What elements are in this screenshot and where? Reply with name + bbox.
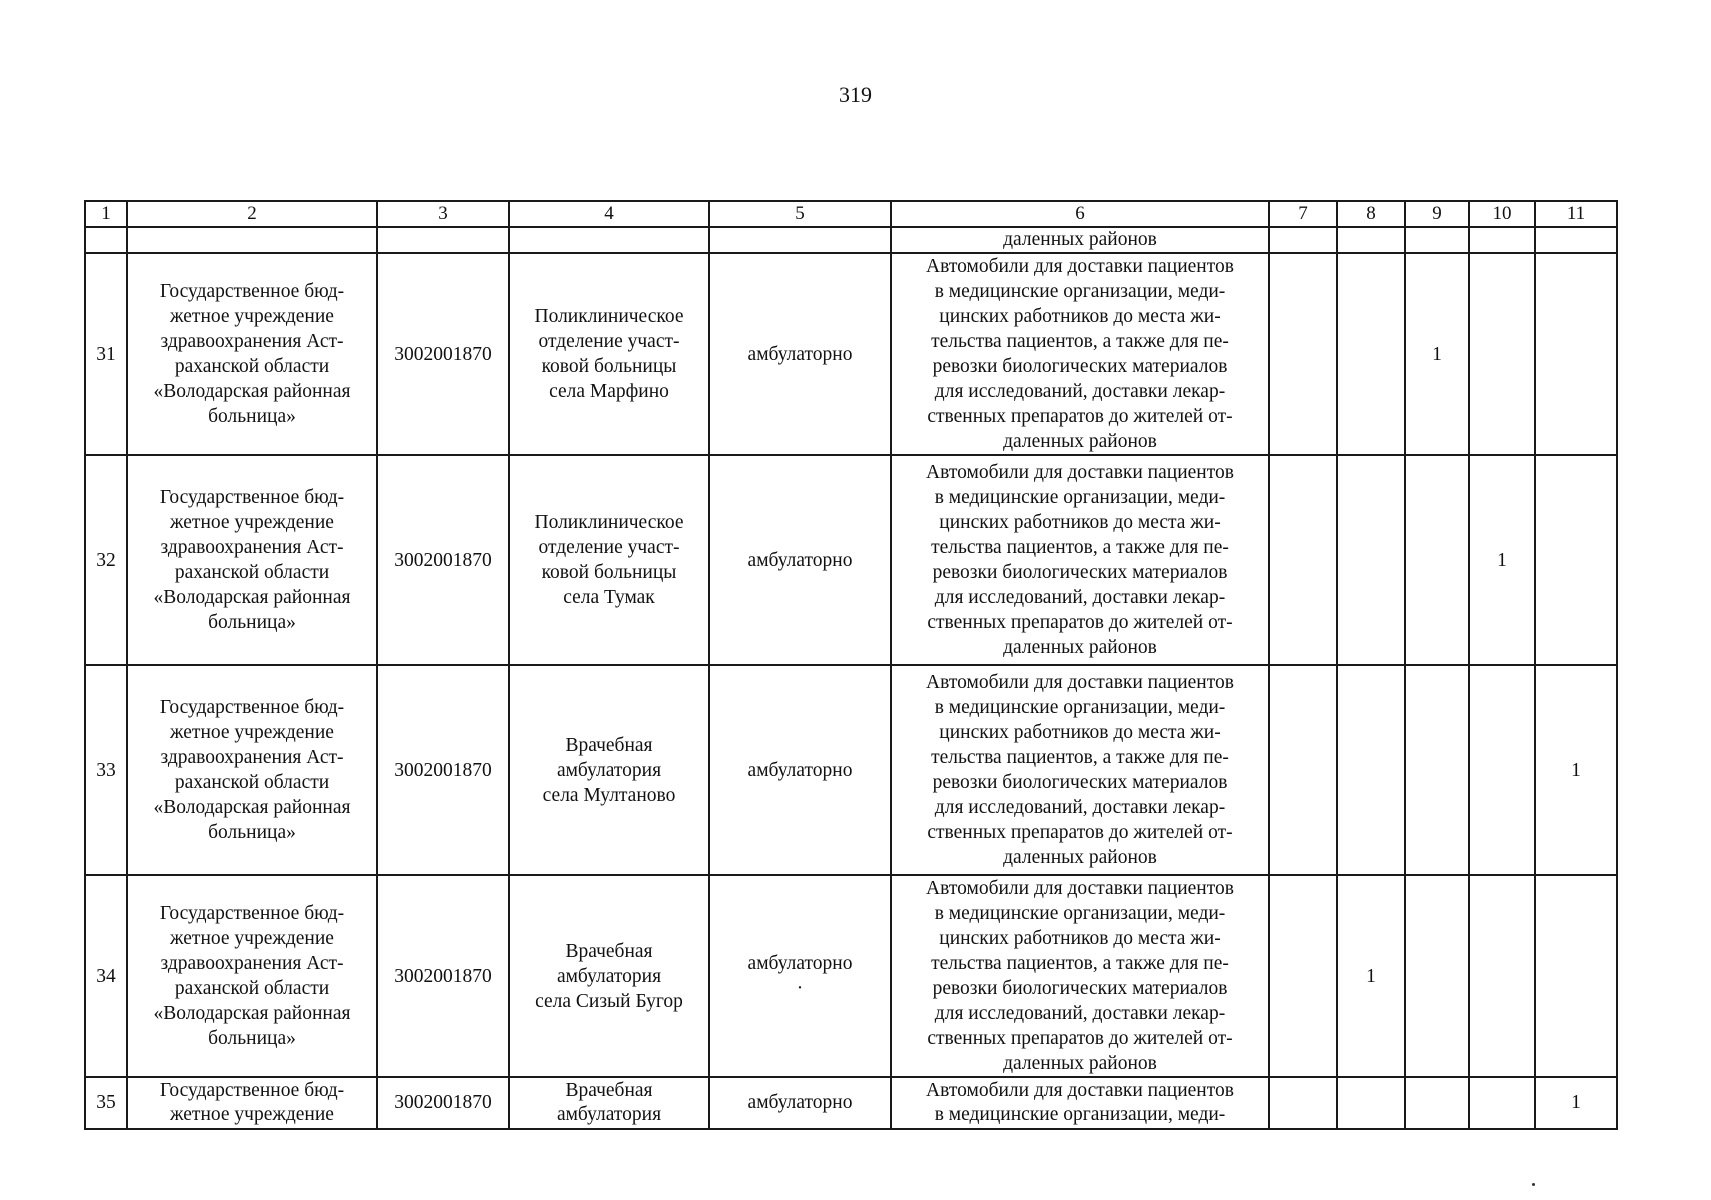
unit-name: Поликлиническое отделение участ- ковой больницы села Марфино xyxy=(509,253,709,455)
col7-value xyxy=(1269,1077,1337,1129)
inn: 3002001870 xyxy=(377,253,509,455)
page-number: 319 xyxy=(839,82,872,107)
organization-name: Государственное бюд- жетное учреждение здравоохранения Аст- раханской области «Володарская районная больница» xyxy=(127,875,377,1077)
table-row xyxy=(85,253,1617,455)
unit-name: Врачебная амбулатория села Сизый Бугор xyxy=(509,875,709,1077)
organization-name: Государственное бюд- жетное учреждение xyxy=(127,1077,377,1129)
organization-name: Государственное бюд- жетное учреждение здравоохранения Аст- раханской области «Володарская районная больница» xyxy=(127,665,377,875)
inn: 3002001870 xyxy=(377,1077,509,1129)
column-number: 7 xyxy=(1269,201,1337,227)
column-number: 6 xyxy=(891,201,1269,227)
table-row xyxy=(85,875,1617,1077)
col11-value xyxy=(1535,875,1617,1077)
description: Автомобили для доставки пациентов в медицинские организации, меди- xyxy=(891,1077,1269,1129)
table-row xyxy=(85,455,1617,665)
col8-value xyxy=(1337,455,1405,665)
column-number: 9 xyxy=(1405,201,1469,227)
unit-name: Поликлиническое отделение участ- ковой больницы села Тумак xyxy=(509,455,709,665)
col8-value xyxy=(1337,253,1405,455)
col9-value xyxy=(1405,665,1469,875)
table-row xyxy=(85,665,1617,875)
organization-name: Государственное бюд- жетное учреждение здравоохранения Аст- раханской области «Володарская районная больница» xyxy=(127,455,377,665)
data-table xyxy=(84,200,1618,1130)
col9-value xyxy=(1405,875,1469,1077)
col9-value xyxy=(1405,1077,1469,1129)
col7-value xyxy=(1269,253,1337,455)
continuation-row xyxy=(85,227,1617,253)
column-number: 2 xyxy=(127,201,377,227)
inn: 3002001870 xyxy=(377,665,509,875)
col8-value: 1 xyxy=(1337,875,1405,1077)
col11-value xyxy=(1535,253,1617,455)
col7-value xyxy=(1269,665,1337,875)
care-type: амбулаторно xyxy=(709,253,891,455)
column-number-row xyxy=(85,201,1617,227)
column-number: 5 xyxy=(709,201,891,227)
col9-value: 1 xyxy=(1405,253,1469,455)
column-number: 11 xyxy=(1535,201,1617,227)
row-number: 34 xyxy=(85,875,127,1077)
care-type: амбулаторно xyxy=(709,665,891,875)
row-number: 33 xyxy=(85,665,127,875)
column-number: 1 xyxy=(85,201,127,227)
description: Автомобили для доставки пациентов в медицинские организации, меди- цинских работников до места жи- тельства пациентов, а также для пе- ревозки биологических материалов для исследований, доставки лекар- ственных препаратов до жителей от- даленных районов xyxy=(891,875,1269,1077)
column-number: 8 xyxy=(1337,201,1405,227)
organization-name: Государственное бюд- жетное учреждение здравоохранения Аст- раханской области «Володарская районная больница» xyxy=(127,253,377,455)
description: Автомобили для доставки пациентов в медицинские организации, меди- цинских работников до места жи- тельства пациентов, а также для пе- ревозки биологических материалов для исследований, доставки лекар- ственных препаратов до жителей от- даленных районов xyxy=(891,253,1269,455)
col9-value xyxy=(1405,455,1469,665)
col10-value: 1 xyxy=(1469,455,1535,665)
col8-value xyxy=(1337,665,1405,875)
care-type: амбулаторно xyxy=(709,1077,891,1129)
inn: 3002001870 xyxy=(377,455,509,665)
care-type: амбулаторно xyxy=(709,455,891,665)
inn: 3002001870 xyxy=(377,875,509,1077)
unit-name: Врачебная амбулатория xyxy=(509,1077,709,1129)
col10-value xyxy=(1469,1077,1535,1129)
column-number: 4 xyxy=(509,201,709,227)
table-row xyxy=(85,1077,1617,1129)
col10-value xyxy=(1469,253,1535,455)
col10-value xyxy=(1469,875,1535,1077)
column-number: 3 xyxy=(377,201,509,227)
description: Автомобили для доставки пациентов в медицинские организации, меди- цинских работников до места жи- тельства пациентов, а также для пе- ревозки биологических материалов для исследований, доставки лекар- ственных препаратов до жителей от- даленных районов xyxy=(891,455,1269,665)
col11-value: 1 xyxy=(1535,1077,1617,1129)
col8-value xyxy=(1337,1077,1405,1129)
col11-value xyxy=(1535,455,1617,665)
scan-dot xyxy=(1532,1183,1535,1186)
col10-value xyxy=(1469,665,1535,875)
row-number: 35 xyxy=(85,1077,127,1129)
row-number: 32 xyxy=(85,455,127,665)
unit-name: Врачебная амбулатория села Мултаново xyxy=(509,665,709,875)
care-type: амбулаторно · xyxy=(709,875,891,1077)
col7-value xyxy=(1269,875,1337,1077)
description: Автомобили для доставки пациентов в медицинские организации, меди- цинских работников до места жи- тельства пациентов, а также для пе- ревозки биологических материалов для исследований, доставки лекар- ственных препаратов до жителей от- даленных районов xyxy=(891,665,1269,875)
row-number: 31 xyxy=(85,253,127,455)
col11-value: 1 xyxy=(1535,665,1617,875)
col7-value xyxy=(1269,455,1337,665)
column-number: 10 xyxy=(1469,201,1535,227)
continuation-description: даленных районов xyxy=(891,227,1269,253)
